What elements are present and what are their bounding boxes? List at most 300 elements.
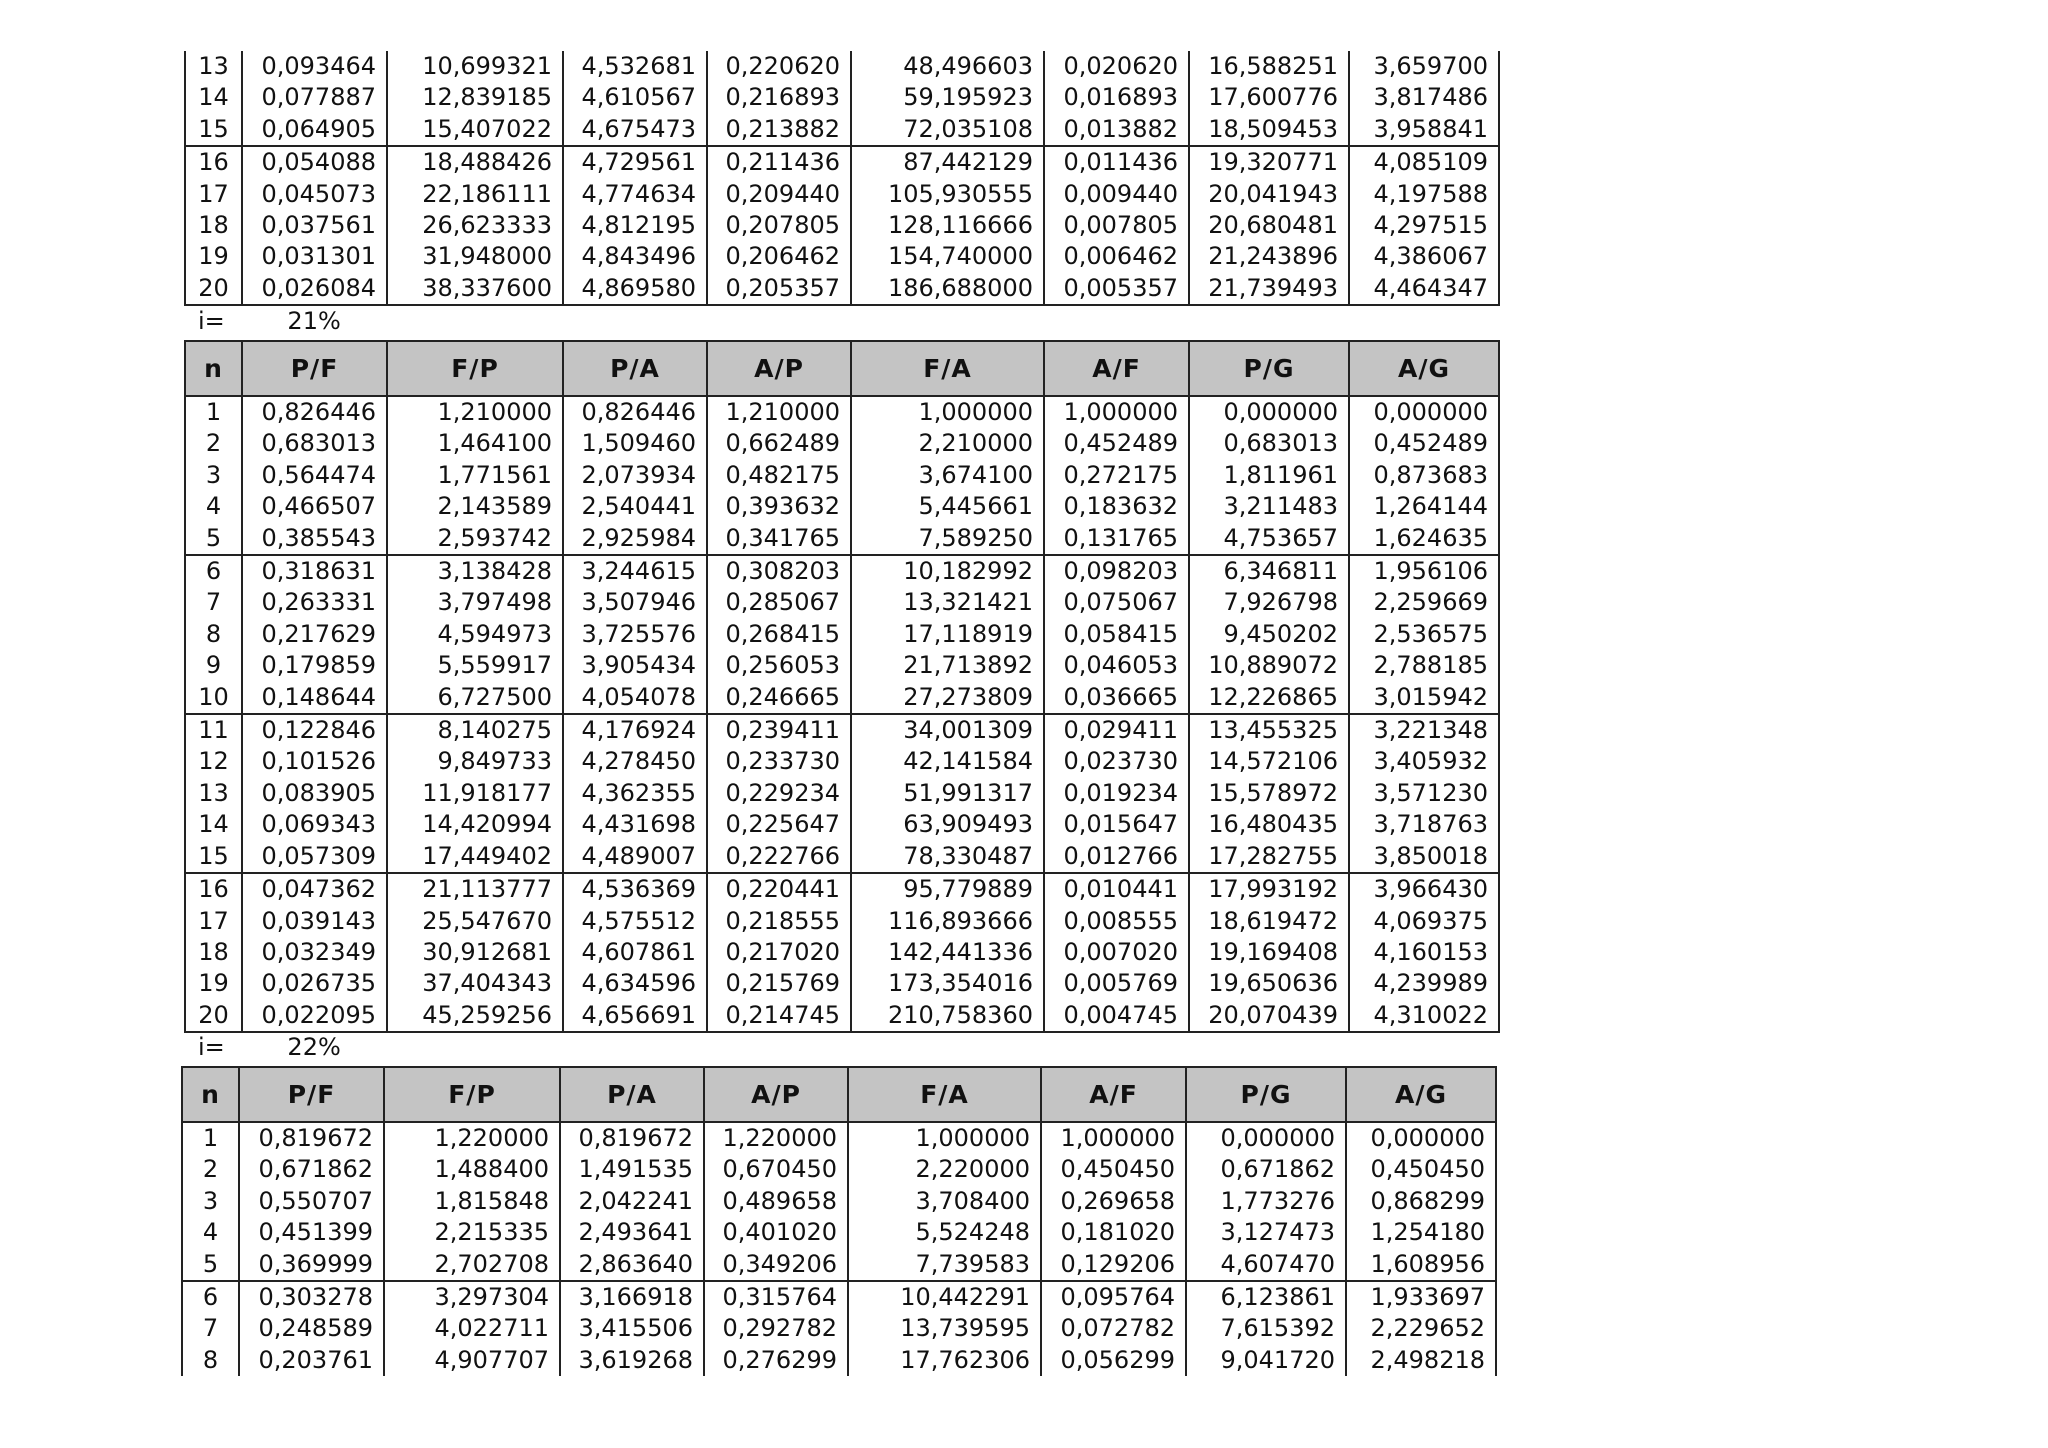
factor-cell: 0,222766 <box>707 841 851 873</box>
table-row <box>182 1122 1496 1154</box>
period-cell: 6 <box>182 1281 239 1313</box>
factor-cell: 0,450450 <box>1346 1154 1496 1185</box>
factor-cell: 5,445661 <box>851 491 1044 522</box>
factor-cell: 17,993192 <box>1189 873 1349 905</box>
factor-cell: 3,571230 <box>1349 778 1499 809</box>
factor-cell: 1,956106 <box>1349 555 1499 587</box>
factor-cell: 0,826446 <box>563 396 707 428</box>
table-row <box>182 1249 1496 1281</box>
factor-cell: 0,303278 <box>239 1281 384 1313</box>
factor-cell: 3,297304 <box>384 1281 560 1313</box>
factor-cell: 128,116666 <box>851 210 1044 241</box>
factor-cell: 2,925984 <box>563 523 707 555</box>
factor-cell: 9,450202 <box>1189 619 1349 650</box>
factor-cell: 1,264144 <box>1349 491 1499 522</box>
factor-cell: 1,811961 <box>1189 460 1349 491</box>
factor-cell: 0,000000 <box>1346 1122 1496 1154</box>
factor-cell: 0,217020 <box>707 937 851 968</box>
factor-cell: 0,819672 <box>239 1122 384 1154</box>
table-row <box>185 1000 1499 1032</box>
factor-cell: 17,600776 <box>1189 82 1349 113</box>
factor-cell: 0,683013 <box>242 428 387 459</box>
column-header: P/G <box>1186 1067 1346 1122</box>
factor-cell: 0,482175 <box>707 460 851 491</box>
table-row <box>185 523 1499 555</box>
table-header <box>182 1067 1496 1122</box>
factor-cell: 0,006462 <box>1044 241 1189 272</box>
period-cell: 14 <box>185 809 242 840</box>
period-cell: 2 <box>182 1154 239 1185</box>
factor-cell: 116,893666 <box>851 906 1044 937</box>
factor-cell: 0,246665 <box>707 682 851 714</box>
factor-cell: 4,634596 <box>563 968 707 999</box>
period-cell: 5 <box>185 523 242 555</box>
factor-cell: 2,498218 <box>1346 1345 1496 1376</box>
factor-cell: 4,774634 <box>563 179 707 210</box>
period-cell: 8 <box>182 1345 239 1376</box>
factor-cell: 4,869580 <box>563 273 707 305</box>
table-row <box>185 937 1499 968</box>
factor-cell: 0,868299 <box>1346 1186 1496 1217</box>
factor-cell: 2,220000 <box>848 1154 1041 1185</box>
period-cell: 18 <box>185 210 242 241</box>
column-header: n <box>185 341 242 396</box>
factor-cell: 10,889072 <box>1189 650 1349 681</box>
rate-label-22 <box>198 1033 341 1061</box>
period-cell: 4 <box>185 491 242 522</box>
factor-cell: 19,169408 <box>1189 937 1349 968</box>
table-row <box>185 778 1499 809</box>
period-cell: 16 <box>185 146 242 178</box>
factor-cell: 4,362355 <box>563 778 707 809</box>
interest-table-continuation <box>184 51 1500 306</box>
interest-table-22-percent <box>181 1066 1497 1376</box>
factor-cell: 0,181020 <box>1041 1217 1186 1248</box>
factor-cell: 0,148644 <box>242 682 387 714</box>
factor-cell: 0,036665 <box>1044 682 1189 714</box>
period-cell: 7 <box>182 1313 239 1344</box>
factor-cell: 0,029411 <box>1044 714 1189 746</box>
factor-cell: 0,022095 <box>242 1000 387 1032</box>
table-row <box>185 146 1499 178</box>
factor-cell: 4,386067 <box>1349 241 1499 272</box>
table-row <box>185 873 1499 905</box>
table-row <box>185 809 1499 840</box>
factor-cell: 4,297515 <box>1349 210 1499 241</box>
factor-cell: 173,354016 <box>851 968 1044 999</box>
factor-cell: 13,455325 <box>1189 714 1349 746</box>
factor-cell: 4,607861 <box>563 937 707 968</box>
factor-cell: 20,680481 <box>1189 210 1349 241</box>
factor-cell: 0,272175 <box>1044 460 1189 491</box>
factor-cell: 0,220441 <box>707 873 851 905</box>
factor-cell: 10,182992 <box>851 555 1044 587</box>
factor-cell: 0,268415 <box>707 619 851 650</box>
factor-cell: 48,496603 <box>851 51 1044 82</box>
period-cell: 3 <box>182 1186 239 1217</box>
factor-cell: 4,843496 <box>563 241 707 272</box>
column-header: A/G <box>1349 341 1499 396</box>
factor-cell: 4,532681 <box>563 51 707 82</box>
period-cell: 1 <box>182 1122 239 1154</box>
factor-cell: 4,239989 <box>1349 968 1499 999</box>
factor-cell: 0,451399 <box>239 1217 384 1248</box>
period-cell: 13 <box>185 51 242 82</box>
factor-cell: 5,559917 <box>387 650 563 681</box>
factor-cell: 19,320771 <box>1189 146 1349 178</box>
factor-cell: 22,186111 <box>387 179 563 210</box>
factor-cell: 0,216893 <box>707 82 851 113</box>
factor-cell: 0,203761 <box>239 1345 384 1376</box>
factor-cell: 72,035108 <box>851 114 1044 146</box>
factor-cell: 12,839185 <box>387 82 563 113</box>
factor-cell: 0,069343 <box>242 809 387 840</box>
factor-cell: 6,123861 <box>1186 1281 1346 1313</box>
factor-cell: 9,041720 <box>1186 1345 1346 1376</box>
factor-cell: 1,254180 <box>1346 1217 1496 1248</box>
factor-cell: 0,023730 <box>1044 746 1189 777</box>
factor-cell: 51,991317 <box>851 778 1044 809</box>
period-cell: 5 <box>182 1249 239 1281</box>
factor-cell: 186,688000 <box>851 273 1044 305</box>
factor-cell: 0,452489 <box>1044 428 1189 459</box>
factor-cell: 3,817486 <box>1349 82 1499 113</box>
factor-cell: 4,607470 <box>1186 1249 1346 1281</box>
factor-cell: 14,420994 <box>387 809 563 840</box>
factor-cell: 1,220000 <box>384 1122 560 1154</box>
factor-cell: 4,536369 <box>563 873 707 905</box>
factor-cell: 210,758360 <box>851 1000 1044 1032</box>
factor-cell: 0,026735 <box>242 968 387 999</box>
table-row <box>185 273 1499 305</box>
factor-cell: 21,113777 <box>387 873 563 905</box>
table-row <box>182 1313 1496 1344</box>
period-cell: 19 <box>185 241 242 272</box>
factor-cell: 0,213882 <box>707 114 851 146</box>
factor-cell: 20,041943 <box>1189 179 1349 210</box>
factor-cell: 0,466507 <box>242 491 387 522</box>
factor-cell: 21,739493 <box>1189 273 1349 305</box>
factor-cell: 19,650636 <box>1189 968 1349 999</box>
factor-cell: 3,138428 <box>387 555 563 587</box>
factor-cell: 3,221348 <box>1349 714 1499 746</box>
table-row <box>185 746 1499 777</box>
factor-cell: 0,179859 <box>242 650 387 681</box>
factor-cell: 3,507946 <box>563 587 707 618</box>
table-row <box>185 682 1499 714</box>
factor-cell: 0,220620 <box>707 51 851 82</box>
factor-cell: 5,524248 <box>848 1217 1041 1248</box>
column-header: P/A <box>560 1067 704 1122</box>
factor-cell: 4,176924 <box>563 714 707 746</box>
period-cell: 3 <box>185 460 242 491</box>
factor-cell: 0,206462 <box>707 241 851 272</box>
factor-cell: 15,578972 <box>1189 778 1349 809</box>
factor-cell: 2,073934 <box>563 460 707 491</box>
factor-cell: 1,491535 <box>560 1154 704 1185</box>
column-header: A/F <box>1044 341 1189 396</box>
period-cell: 12 <box>185 746 242 777</box>
factor-cell: 0,031301 <box>242 241 387 272</box>
factor-cell: 6,727500 <box>387 682 563 714</box>
factor-cell: 0,229234 <box>707 778 851 809</box>
factor-cell: 0,007805 <box>1044 210 1189 241</box>
factor-cell: 3,619268 <box>560 1345 704 1376</box>
factor-cell: 0,083905 <box>242 778 387 809</box>
factor-cell: 0,016893 <box>1044 82 1189 113</box>
factor-cell: 17,762306 <box>848 1345 1041 1376</box>
factor-cell: 3,405932 <box>1349 746 1499 777</box>
factor-cell: 4,160153 <box>1349 937 1499 968</box>
table-row <box>185 82 1499 113</box>
factor-cell: 3,708400 <box>848 1186 1041 1217</box>
factor-cell: 3,905434 <box>563 650 707 681</box>
factor-cell: 0,450450 <box>1041 1154 1186 1185</box>
factor-cell: 3,797498 <box>387 587 563 618</box>
table-row <box>185 587 1499 618</box>
factor-cell: 0,269658 <box>1041 1186 1186 1217</box>
factor-cell: 4,907707 <box>384 1345 560 1376</box>
factor-cell: 0,045073 <box>242 179 387 210</box>
factor-cell: 0,209440 <box>707 179 851 210</box>
factor-cell: 0,020620 <box>1044 51 1189 82</box>
table-row <box>185 968 1499 999</box>
period-cell: 7 <box>185 587 242 618</box>
factor-cell: 3,015942 <box>1349 682 1499 714</box>
column-header: F/P <box>387 341 563 396</box>
rate-prefix: i= <box>198 1033 225 1061</box>
table-row <box>182 1345 1496 1376</box>
factor-cell: 0,004745 <box>1044 1000 1189 1032</box>
factor-cell: 0,662489 <box>707 428 851 459</box>
factor-cell: 0,819672 <box>560 1122 704 1154</box>
rate-label-21 <box>198 307 341 335</box>
period-cell: 18 <box>185 937 242 968</box>
period-cell: 11 <box>185 714 242 746</box>
factor-cell: 4,812195 <box>563 210 707 241</box>
factor-cell: 0,015647 <box>1044 809 1189 840</box>
factor-cell: 1,773276 <box>1186 1186 1346 1217</box>
factor-cell: 7,589250 <box>851 523 1044 555</box>
factor-cell: 0,239411 <box>707 714 851 746</box>
factor-cell: 0,010441 <box>1044 873 1189 905</box>
factor-cell: 0,000000 <box>1186 1122 1346 1154</box>
factor-cell: 105,930555 <box>851 179 1044 210</box>
factor-cell: 4,489007 <box>563 841 707 873</box>
factor-cell: 16,480435 <box>1189 809 1349 840</box>
factor-cell: 2,863640 <box>560 1249 704 1281</box>
factor-cell: 17,282755 <box>1189 841 1349 873</box>
factor-cell: 4,054078 <box>563 682 707 714</box>
factor-cell: 0,098203 <box>1044 555 1189 587</box>
factor-cell: 3,211483 <box>1189 491 1349 522</box>
factor-cell: 31,948000 <box>387 241 563 272</box>
factor-cell: 0,308203 <box>707 555 851 587</box>
factor-cell: 0,564474 <box>242 460 387 491</box>
factor-cell: 1,771561 <box>387 460 563 491</box>
table-row <box>185 619 1499 650</box>
factor-cell: 20,070439 <box>1189 1000 1349 1032</box>
factor-cell: 0,095764 <box>1041 1281 1186 1313</box>
factor-cell: 2,593742 <box>387 523 563 555</box>
period-cell: 2 <box>185 428 242 459</box>
factor-cell: 78,330487 <box>851 841 1044 873</box>
table-header <box>185 341 1499 396</box>
factor-cell: 2,259669 <box>1349 587 1499 618</box>
factor-cell: 0,011436 <box>1044 146 1189 178</box>
factor-cell: 0,215769 <box>707 968 851 999</box>
factor-cell: 10,442291 <box>848 1281 1041 1313</box>
period-cell: 13 <box>185 778 242 809</box>
factor-cell: 1,220000 <box>704 1122 848 1154</box>
table-row <box>185 906 1499 937</box>
factor-cell: 6,346811 <box>1189 555 1349 587</box>
factor-cell: 0,218555 <box>707 906 851 937</box>
factor-cell: 1,000000 <box>1041 1122 1186 1154</box>
factor-cell: 63,909493 <box>851 809 1044 840</box>
factor-cell: 0,225647 <box>707 809 851 840</box>
factor-cell: 4,729561 <box>563 146 707 178</box>
factor-cell: 2,702708 <box>384 1249 560 1281</box>
factor-cell: 154,740000 <box>851 241 1044 272</box>
factor-cell: 7,739583 <box>848 1249 1041 1281</box>
factor-cell: 4,431698 <box>563 809 707 840</box>
factor-cell: 26,623333 <box>387 210 563 241</box>
period-cell: 8 <box>185 619 242 650</box>
factor-cell: 0,183632 <box>1044 491 1189 522</box>
table-row <box>185 210 1499 241</box>
rate-value: 21% <box>287 307 341 335</box>
factor-cell: 7,615392 <box>1186 1313 1346 1344</box>
period-cell: 20 <box>185 273 242 305</box>
factor-cell: 0,671862 <box>239 1154 384 1185</box>
factor-cell: 8,140275 <box>387 714 563 746</box>
factor-cell: 3,674100 <box>851 460 1044 491</box>
period-cell: 9 <box>185 650 242 681</box>
factor-cell: 95,779889 <box>851 873 1044 905</box>
factor-cell: 4,197588 <box>1349 179 1499 210</box>
column-header: A/G <box>1346 1067 1496 1122</box>
factor-cell: 2,540441 <box>563 491 707 522</box>
factor-cell: 0,012766 <box>1044 841 1189 873</box>
table-row <box>185 460 1499 491</box>
table-row <box>185 114 1499 146</box>
factor-cell: 7,926798 <box>1189 587 1349 618</box>
period-cell: 4 <box>182 1217 239 1248</box>
table-row <box>185 714 1499 746</box>
factor-cell: 1,000000 <box>851 396 1044 428</box>
factor-cell: 87,442129 <box>851 146 1044 178</box>
factor-cell: 0,058415 <box>1044 619 1189 650</box>
factor-cell: 0,046053 <box>1044 650 1189 681</box>
factor-cell: 0,349206 <box>704 1249 848 1281</box>
column-header: P/F <box>242 341 387 396</box>
factor-cell: 1,933697 <box>1346 1281 1496 1313</box>
factor-cell: 16,588251 <box>1189 51 1349 82</box>
factor-cell: 0,101526 <box>242 746 387 777</box>
factor-cell: 2,536575 <box>1349 619 1499 650</box>
factor-cell: 38,337600 <box>387 273 563 305</box>
factor-cell: 21,243896 <box>1189 241 1349 272</box>
factor-cell: 0,670450 <box>704 1154 848 1185</box>
factor-cell: 0,037561 <box>242 210 387 241</box>
factor-cell: 1,608956 <box>1346 1249 1496 1281</box>
factor-cell: 0,008555 <box>1044 906 1189 937</box>
factor-cell: 1,464100 <box>387 428 563 459</box>
column-header: n <box>182 1067 239 1122</box>
period-cell: 15 <box>185 114 242 146</box>
factor-cell: 11,918177 <box>387 778 563 809</box>
factor-cell: 1,488400 <box>384 1154 560 1185</box>
factor-cell: 25,547670 <box>387 906 563 937</box>
factor-cell: 13,321421 <box>851 587 1044 618</box>
factor-cell: 4,022711 <box>384 1313 560 1344</box>
factor-cell: 3,244615 <box>563 555 707 587</box>
factor-cell: 0,205357 <box>707 273 851 305</box>
table-row <box>185 428 1499 459</box>
table-row <box>182 1217 1496 1248</box>
table-row <box>182 1154 1496 1185</box>
table-row <box>185 241 1499 272</box>
factor-cell: 3,958841 <box>1349 114 1499 146</box>
factor-cell: 10,699321 <box>387 51 563 82</box>
factor-cell: 0,000000 <box>1349 396 1499 428</box>
factor-cell: 4,310022 <box>1349 1000 1499 1032</box>
factor-cell: 3,850018 <box>1349 841 1499 873</box>
factor-cell: 2,143589 <box>387 491 563 522</box>
factor-cell: 13,739595 <box>848 1313 1041 1344</box>
factor-cell: 4,610567 <box>563 82 707 113</box>
factor-cell: 0,211436 <box>707 146 851 178</box>
factor-cell: 4,464347 <box>1349 273 1499 305</box>
factor-cell: 0,315764 <box>704 1281 848 1313</box>
factor-cell: 0,039143 <box>242 906 387 937</box>
factor-cell: 0,318631 <box>242 555 387 587</box>
factor-cell: 0,057309 <box>242 841 387 873</box>
factor-cell: 0,129206 <box>1041 1249 1186 1281</box>
factor-cell: 4,085109 <box>1349 146 1499 178</box>
factor-cell: 0,489658 <box>704 1186 848 1217</box>
factor-cell: 18,509453 <box>1189 114 1349 146</box>
factor-cell: 0,005357 <box>1044 273 1189 305</box>
factor-cell: 14,572106 <box>1189 746 1349 777</box>
factor-cell: 0,233730 <box>707 746 851 777</box>
factor-cell: 4,069375 <box>1349 906 1499 937</box>
factor-cell: 0,393632 <box>707 491 851 522</box>
factor-cell: 0,671862 <box>1186 1154 1346 1185</box>
rate-value: 22% <box>287 1033 341 1061</box>
table-row <box>185 555 1499 587</box>
column-header: F/P <box>384 1067 560 1122</box>
factor-cell: 4,575512 <box>563 906 707 937</box>
factor-cell: 0,013882 <box>1044 114 1189 146</box>
factor-cell: 0,122846 <box>242 714 387 746</box>
column-header: P/G <box>1189 341 1349 396</box>
factor-cell: 0,005769 <box>1044 968 1189 999</box>
factor-cell: 0,550707 <box>239 1186 384 1217</box>
factor-cell: 3,718763 <box>1349 809 1499 840</box>
factor-cell: 17,118919 <box>851 619 1044 650</box>
factor-cell: 3,127473 <box>1186 1217 1346 1248</box>
table-row <box>185 51 1499 82</box>
table-row <box>185 396 1499 428</box>
factor-cell: 4,753657 <box>1189 523 1349 555</box>
factor-cell: 0,054088 <box>242 146 387 178</box>
factor-cell: 4,675473 <box>563 114 707 146</box>
table-row <box>185 650 1499 681</box>
factor-cell: 2,493641 <box>560 1217 704 1248</box>
factor-cell: 0,077887 <box>242 82 387 113</box>
